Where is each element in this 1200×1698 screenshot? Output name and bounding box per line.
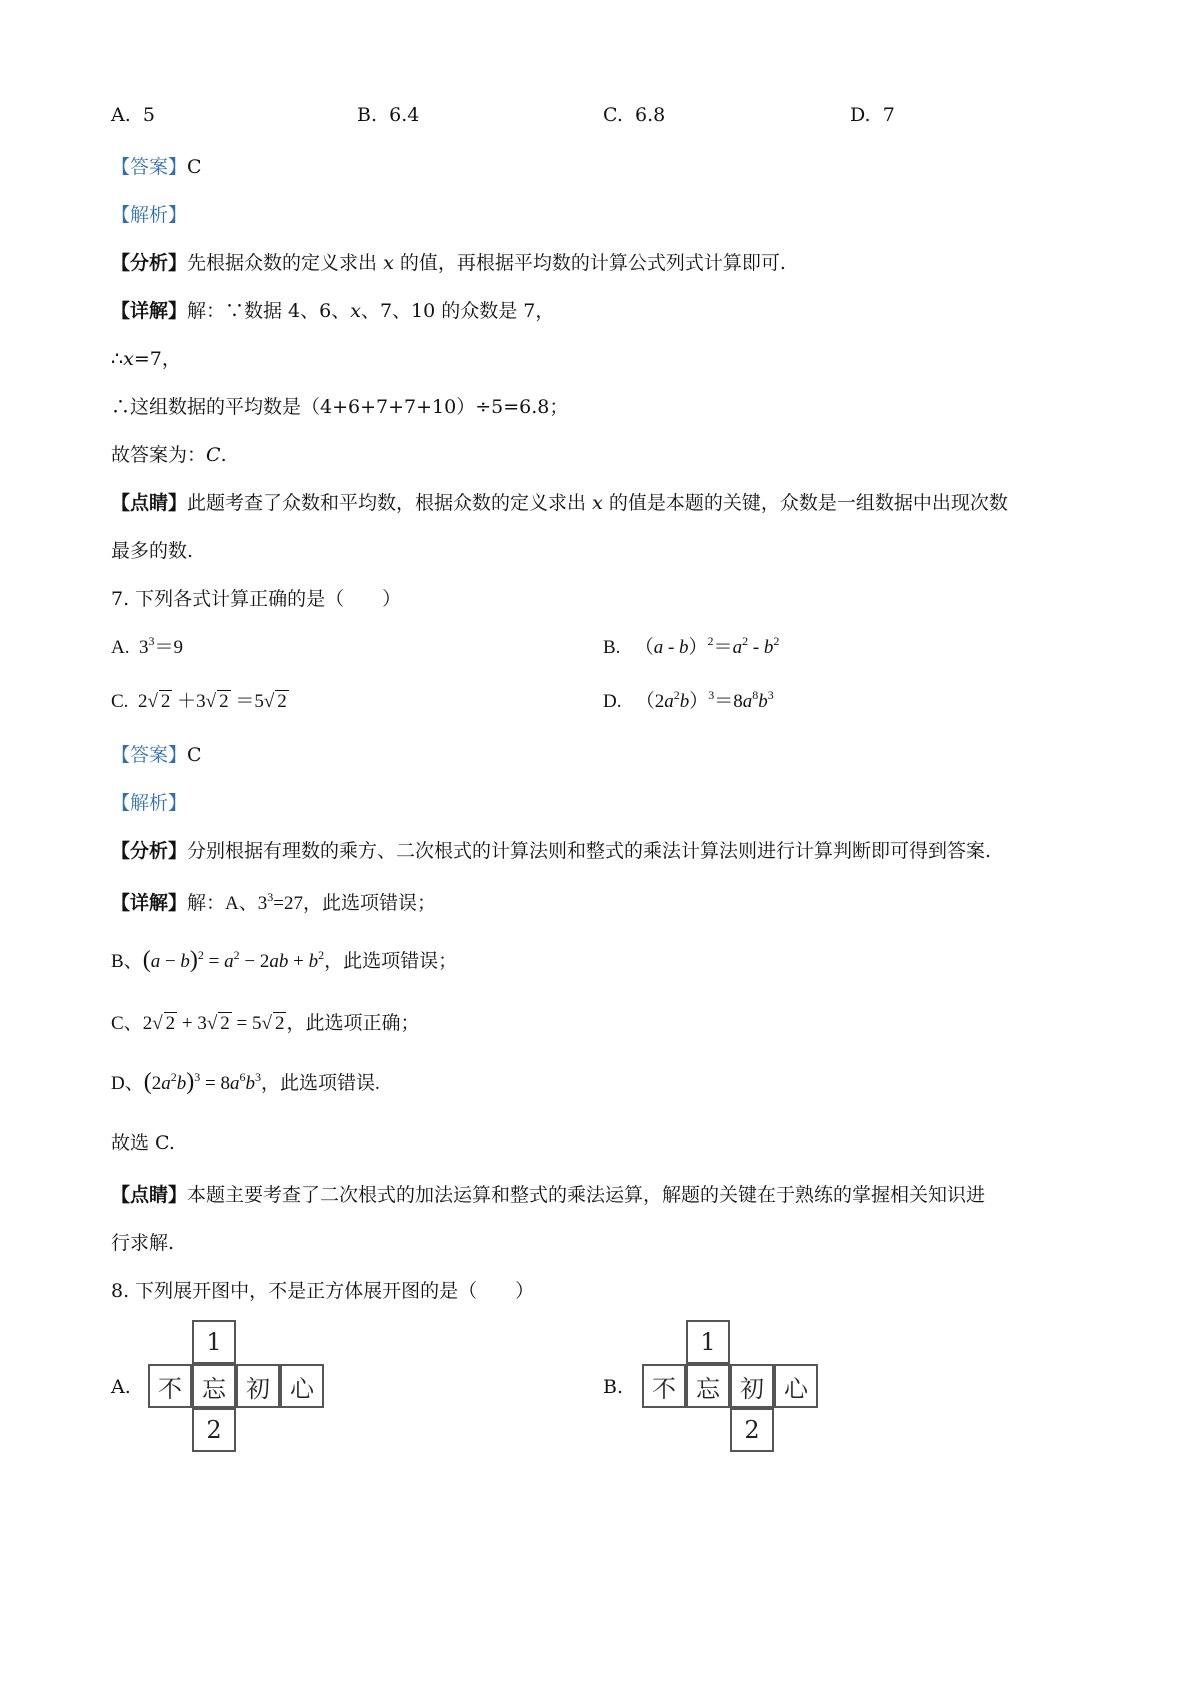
answer-value: C xyxy=(187,744,202,766)
q7-chosen: 故选 C. xyxy=(111,1132,175,1154)
q7-option-b: B. $(a - b)^2=a^2 - b^2$ xyxy=(603,634,780,658)
comment-text: 本题主要考查了二次根式的加法运算和整式的乘法运算，解题的关键在于熟练的掌握相关知识进 xyxy=(187,1184,986,1206)
q8-option-b-letter: B. xyxy=(603,1376,624,1398)
analysis-text: 先根据众数的定义求出 xyxy=(187,252,378,274)
detail-text: 解：A、 xyxy=(187,893,258,914)
detail-prefix: D、 xyxy=(111,1073,144,1094)
answer-value: C xyxy=(187,156,202,178)
detail-prefix: B、 xyxy=(111,951,143,972)
analysis-label: 【分析】 xyxy=(111,252,188,274)
net-cell-bottom: 2 xyxy=(730,1408,774,1452)
detail-text: ，此选项错误； xyxy=(324,951,458,972)
step-1 xyxy=(111,344,181,371)
therefore-symbol: ∴ xyxy=(111,348,124,370)
detail-label: 【详解】 xyxy=(111,893,188,914)
q7-detail-b: B、$(a - b)^2 = a^2 - 2ab + b^2$，此选项错误； xyxy=(111,947,458,973)
analysis-text: 分别根据有理数的乘方、二次根式的计算法则和整式的乘法计算法则进行计算判断即可得到答案. xyxy=(187,840,992,862)
net-cell: 心 xyxy=(280,1364,324,1408)
option-letter: A. xyxy=(111,104,131,126)
net-cell-top: 1 xyxy=(192,1320,236,1364)
var-x: x xyxy=(123,348,134,370)
net-cell-top: 1 xyxy=(686,1320,730,1364)
q8-option-a-letter: A. xyxy=(111,1376,131,1398)
option-letter: A. xyxy=(111,637,130,658)
detail-text: ，此选项错误. xyxy=(260,1073,380,1094)
option-letter: C. xyxy=(111,691,129,712)
q7-option-c: C. 2√ 2 ＋3√ 2 ＝5√ 2 xyxy=(111,691,287,712)
jiexi-label: 【解析】 xyxy=(111,204,188,226)
analysis-label: 【分析】 xyxy=(111,840,188,862)
net-cell: 不 xyxy=(148,1364,192,1408)
question-7-stem: 7. 下列各式计算正确的是（ ） xyxy=(111,588,402,610)
net-cell: 心 xyxy=(774,1364,818,1408)
detail-text: ，此选项正确； xyxy=(286,1013,420,1034)
question-8-stem: 8. 下列展开图中，不是正方体展开图的是（ ） xyxy=(111,1280,535,1302)
conclusion-text: . xyxy=(220,444,227,466)
detail-line xyxy=(111,296,554,323)
step-2: ∴这组数据的平均数是（4+6+7+7+10）÷5=6.8； xyxy=(111,396,569,418)
option-letter: C. xyxy=(603,104,623,126)
conclusion-line xyxy=(111,440,227,467)
cube-net-b xyxy=(642,1320,822,1454)
comment-line xyxy=(111,488,1008,515)
detail-text: 解：∵数据 4、6、 xyxy=(187,300,351,322)
option-b xyxy=(357,104,419,126)
detail-text: ，此选项错误； xyxy=(302,893,436,914)
comment-label: 【点睛】 xyxy=(111,492,188,514)
detail-prefix: C、 xyxy=(111,1013,143,1034)
q7-detail-c: C、2√ 2 + 3√ 2 = 5√ 2 ，此选项正确； xyxy=(111,1013,420,1034)
net-cell: 初 xyxy=(730,1364,774,1408)
option-value: 6.8 xyxy=(635,104,666,126)
q7-jiexi-label: 【解析】 xyxy=(111,792,188,814)
option-value: 5 xyxy=(142,104,155,126)
option-letter: D. xyxy=(850,104,871,126)
var-x: x xyxy=(383,252,394,274)
answer-label: 【答案】 xyxy=(111,156,188,178)
comment-text: 的值是本题的关键，众数是一组数据中出现次数 xyxy=(608,492,1008,514)
analysis-text: 的值，再根据平均数的计算公式列式计算即可. xyxy=(399,252,786,274)
detail-text: 、7、10 的众数是 7， xyxy=(360,300,555,322)
net-cell: 忘 xyxy=(686,1364,730,1408)
option-value: 7 xyxy=(882,104,895,126)
q7-comment-line xyxy=(111,1180,985,1207)
detail-label: 【详解】 xyxy=(111,300,188,322)
q7-comment-line-2: 行求解. xyxy=(111,1232,175,1254)
analysis-line xyxy=(111,248,786,275)
q7-answer-line xyxy=(111,740,202,767)
answer-letter: C xyxy=(206,444,221,466)
comment-text: 此题考查了众数和平均数，根据众数的定义求出 xyxy=(187,492,587,514)
comment-label: 【点睛】 xyxy=(111,1184,188,1206)
option-letter: B. xyxy=(603,637,621,658)
net-cell: 初 xyxy=(236,1364,280,1408)
step-text: =7， xyxy=(133,348,181,370)
option-c xyxy=(603,104,665,126)
net-cell: 忘 xyxy=(192,1364,236,1408)
conclusion-text: 故答案为： xyxy=(111,444,207,466)
answer-line xyxy=(111,152,202,179)
q7-option-d: D. $(2a^2b)^3=8a^8b^3$ xyxy=(603,688,774,712)
option-a xyxy=(111,104,155,126)
var-x: x xyxy=(350,300,361,322)
comment-line-2: 最多的数. xyxy=(111,540,194,562)
option-d xyxy=(850,104,895,126)
q7-option-a: A. $3^3=9$ xyxy=(111,634,183,658)
q7-detail-a: 【详解】解：A、$3^3=27$，此选项错误； xyxy=(111,890,436,914)
cube-net-a xyxy=(148,1320,328,1454)
option-letter: D. xyxy=(603,691,622,712)
option-value: 6.4 xyxy=(389,104,420,126)
q7-analysis-line xyxy=(111,836,991,863)
q7-detail-d: D、$(2a^2b)^3 = 8a^6b^3$，此选项错误. xyxy=(111,1069,380,1095)
net-cell-bottom: 2 xyxy=(192,1408,236,1452)
answer-label: 【答案】 xyxy=(111,744,188,766)
option-letter: B. xyxy=(357,104,378,126)
net-cell: 不 xyxy=(642,1364,686,1408)
var-x: x xyxy=(592,492,603,514)
